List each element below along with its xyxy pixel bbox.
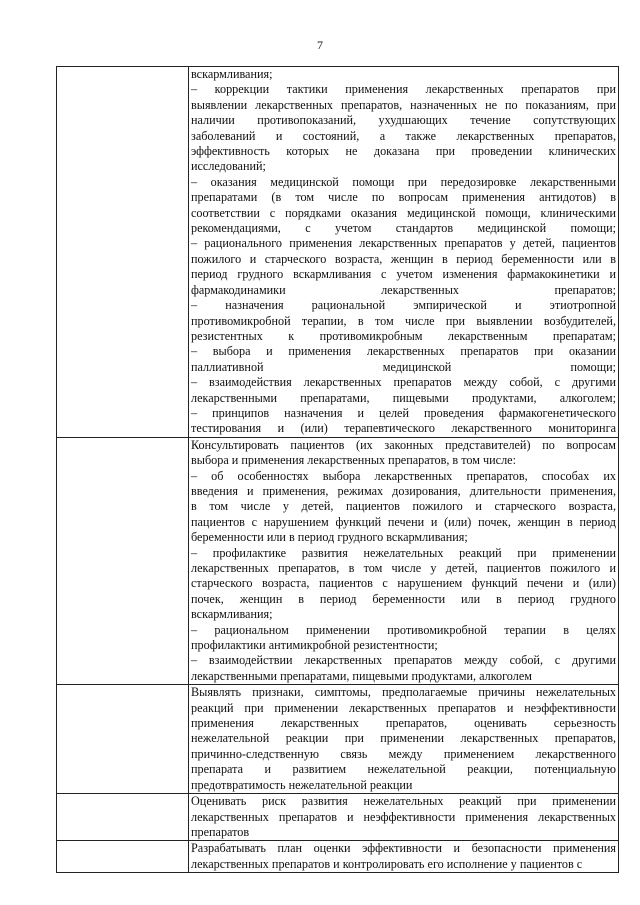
text-line: лекарственных препаратов, в том числе у детей, пациентов пожилого и <box>191 561 616 575</box>
cell-text <box>191 685 616 793</box>
right-cell <box>189 437 619 685</box>
text-line: Оценивать риск развития нежелательных реакций при применении <box>191 794 616 809</box>
text-line: препарата и развитием нежелательной реакции, потенциальную <box>191 762 616 777</box>
text-line: – выбора и применения лекарственных препаратов при оказании <box>191 344 616 359</box>
text-line: пациентов с нарушением функций печени и (или) почек, женщин в период <box>191 514 616 529</box>
text-line: фармакодинамики лекарственных препаратов; <box>191 282 616 297</box>
text-line: – принципов назначения и целей проведения фармакогенетического <box>191 405 616 420</box>
table-row <box>57 67 619 438</box>
text-line: предотвратимость нежелательной реакции <box>191 777 413 792</box>
text-line: – назначения рациональной эмпирической и этиотропной <box>191 298 616 313</box>
text-line: пожилого и старческого возраста, женщин в период беременности или в <box>191 251 616 266</box>
text-line: почек, женщин в период беременности или в период грудного <box>191 591 616 606</box>
right-cell <box>189 841 619 873</box>
cell-text <box>191 67 616 437</box>
text-line: лекарственных препаратов и неэффективности применения лекарственных <box>191 809 616 824</box>
text-line: наличии противопоказаний, ухудшающих течение сопутствующих <box>191 113 616 128</box>
text-line: лекарственными препаратами, пищевыми продуктами, алкоголем <box>191 668 532 683</box>
text-line: – взаимодействии лекарственных препаратов между собой, с другими <box>191 653 616 668</box>
table-row <box>57 437 619 685</box>
text-line: период грудного вскармливания с учетом изменения фармакокинетики и <box>191 267 616 282</box>
text-line: – оказания медицинской помощи при передозировке лекарственными <box>191 174 616 189</box>
left-cell <box>57 685 189 794</box>
left-cell <box>57 841 189 873</box>
text-line: выявлении лекарственных препаратов, назначенных не по показаниям, при <box>191 97 616 112</box>
right-cell <box>189 794 619 841</box>
cell-text <box>191 841 616 872</box>
table-row <box>57 685 619 794</box>
requirements-table <box>56 66 619 873</box>
table-row <box>57 841 619 873</box>
text-line: резистентных к противомикробным лекарственным препаратам; <box>191 328 616 343</box>
text-line: – взаимодействия лекарственных препаратов между собой, с другими <box>191 375 616 390</box>
text-line: – профилактике развития нежелательных реакций при применении <box>191 545 616 560</box>
text-line: применения лекарственных препаратов, оценивать серьезность <box>191 716 616 731</box>
text-line: в том числе у детей, пациентов пожилого и старческого возраста, <box>191 499 616 514</box>
text-line: Выявлять признаки, симптомы, предполагаемые причины нежелательных <box>191 685 616 700</box>
text-line: старческого возраста, пациентов с нарушением функций печени и (или) <box>191 576 616 591</box>
text-line: исследований; <box>191 159 266 174</box>
left-cell <box>57 67 189 438</box>
text-line: эффективность которых не доказана при проведении клинических <box>191 144 616 159</box>
text-line: профилактики антимикробной резистентности; <box>191 638 438 653</box>
text-line: лекарственными препаратами, пищевыми продуктами, алкоголем; <box>191 390 616 405</box>
text-line: лекарственных препаратов и контролировать его исполнение у пациентов с <box>191 856 583 871</box>
text-line: – рационального применения лекарственных препаратов у детей, пациентов <box>191 236 616 251</box>
text-line: заболеваний и состояний, а также лекарственных препаратов, <box>191 128 616 143</box>
text-line: препаратов <box>191 824 250 839</box>
left-cell <box>57 437 189 685</box>
text-line: нежелательной реакции при применении лекарственных препаратов, <box>191 731 616 746</box>
text-line: соответствии с порядками оказания медицинской помощи, клиническими <box>191 205 616 220</box>
text-line: вскармливания; <box>191 67 273 81</box>
right-cell <box>189 67 619 438</box>
text-line: препаратами (в том числе по вопросам применения антидотов) в <box>191 190 616 205</box>
text-line: – рациональном применении противомикробной терапии в целях <box>191 622 616 637</box>
text-line: противомикробной терапии, в том числе при выявлении возбудителей, <box>191 313 616 328</box>
text-line: тестирования и (или) терапевтического лекарственного мониторинга <box>191 421 616 436</box>
text-line: реакций при применении лекарственных препаратов и неэффективности <box>191 700 616 715</box>
text-line: рекомендациями, с учетом стандартов медицинской помощи; <box>191 221 616 236</box>
table-row <box>57 794 619 841</box>
text-line: вскармливания; <box>191 607 273 622</box>
text-line: причинно-следственную связь между применением лекарственного <box>191 746 616 761</box>
left-cell <box>57 794 189 841</box>
text-line: выбора и применения лекарственных препаратов, в том числе: <box>191 453 516 468</box>
page-number: 7 <box>317 38 323 52</box>
text-line: – об особенностях выбора лекарственных препаратов, способах их <box>191 468 616 483</box>
text-line: беременности или в период грудного вскармливания; <box>191 530 468 545</box>
text-line: Консультировать пациентов (их законных представителей) по вопросам <box>191 437 616 452</box>
right-cell <box>189 685 619 794</box>
cell-text <box>191 794 616 840</box>
text-line: – коррекции тактики применения лекарственных препаратов при <box>191 82 616 97</box>
text-line: введения и применения, режимах дозирования, длительности применения, <box>191 483 616 498</box>
text-line: Разрабатывать план оценки эффективности и безопасности применения <box>191 841 616 856</box>
cell-text <box>191 438 616 685</box>
text-line: паллиативной медицинской помощи; <box>191 359 616 374</box>
